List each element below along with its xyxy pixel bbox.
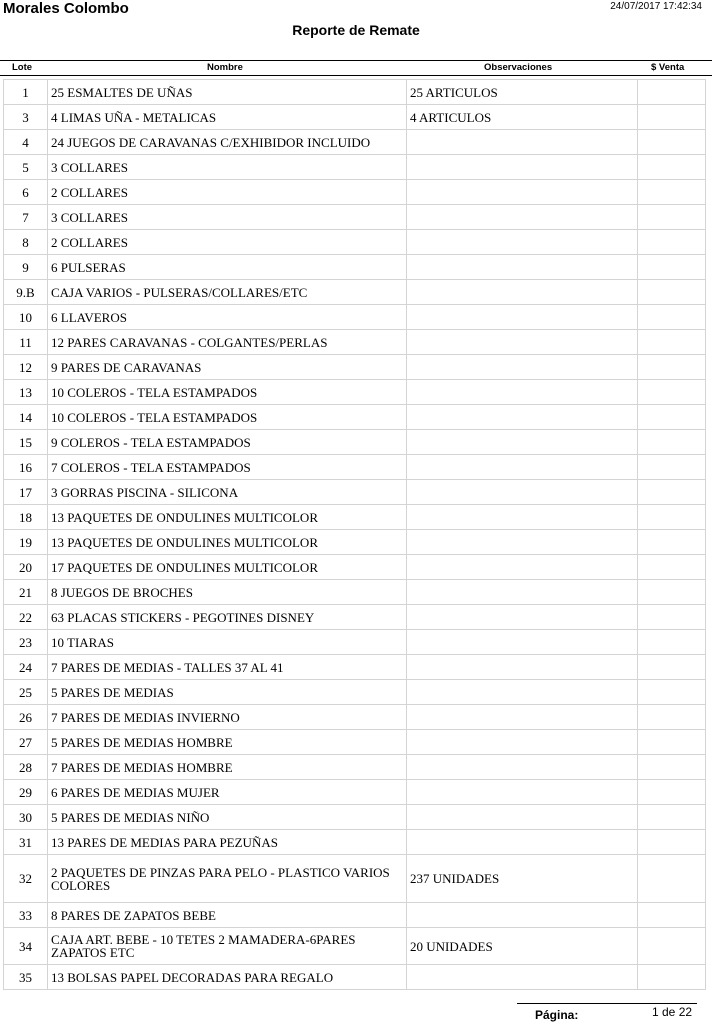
table-row <box>4 180 706 205</box>
lote-cell: 7 <box>4 205 48 230</box>
nombre-cell: 7 PARES DE MEDIAS INVIERNO <box>48 705 407 730</box>
observaciones-cell <box>407 455 638 480</box>
venta-cell <box>638 305 706 330</box>
table-row <box>4 130 706 155</box>
venta-cell <box>638 630 706 655</box>
venta-cell <box>638 180 706 205</box>
observaciones-cell <box>407 780 638 805</box>
table-row <box>4 755 706 780</box>
column-header-venta: $ Venta <box>651 62 685 73</box>
nombre-cell: 2 COLLARES <box>48 180 407 205</box>
lote-cell: 34 <box>4 928 48 965</box>
nombre-cell: 2 PAQUETES DE PINZAS PARA PELO - PLASTICO VARIOS COLORES <box>48 855 407 903</box>
venta-cell <box>638 805 706 830</box>
observaciones-cell <box>407 530 638 555</box>
lote-cell: 25 <box>4 680 48 705</box>
venta-cell <box>638 580 706 605</box>
venta-cell <box>638 205 706 230</box>
table-row <box>4 305 706 330</box>
observaciones-cell <box>407 730 638 755</box>
venta-cell <box>638 355 706 380</box>
table-row <box>4 730 706 755</box>
table-row <box>4 530 706 555</box>
observaciones-cell <box>407 755 638 780</box>
observaciones-cell <box>407 355 638 380</box>
lote-cell: 20 <box>4 555 48 580</box>
observaciones-cell <box>407 555 638 580</box>
lote-cell: 13 <box>4 380 48 405</box>
venta-cell <box>638 705 706 730</box>
observaciones-cell <box>407 680 638 705</box>
lote-cell: 12 <box>4 355 48 380</box>
table-row <box>4 505 706 530</box>
table-row <box>4 903 706 928</box>
nombre-cell: 5 PARES DE MEDIAS NIÑO <box>48 805 407 830</box>
nombre-cell: 3 COLLARES <box>48 155 407 180</box>
auction-table <box>3 79 706 990</box>
table-row <box>4 255 706 280</box>
observaciones-cell <box>407 705 638 730</box>
observaciones-cell: 237 UNIDADES <box>407 855 638 903</box>
lote-cell: 5 <box>4 155 48 180</box>
nombre-cell: 7 COLEROS - TELA ESTAMPADOS <box>48 455 407 480</box>
venta-cell <box>638 230 706 255</box>
lote-cell: 23 <box>4 630 48 655</box>
nombre-cell: 9 PARES DE CARAVANAS <box>48 355 407 380</box>
venta-cell <box>638 380 706 405</box>
column-header-nombre: Nombre <box>207 62 243 73</box>
lote-cell: 21 <box>4 580 48 605</box>
table-row <box>4 205 706 230</box>
venta-cell <box>638 480 706 505</box>
table-row <box>4 355 706 380</box>
auction-table-body <box>4 80 706 990</box>
observaciones-cell <box>407 180 638 205</box>
table-row <box>4 80 706 105</box>
venta-cell <box>638 405 706 430</box>
nombre-cell: 12 PARES CARAVANAS - COLGANTES/PERLAS <box>48 330 407 355</box>
observaciones-cell: 20 UNIDADES <box>407 928 638 965</box>
lote-cell: 11 <box>4 330 48 355</box>
table-row <box>4 455 706 480</box>
observaciones-cell <box>407 330 638 355</box>
venta-cell <box>638 730 706 755</box>
venta-cell <box>638 130 706 155</box>
table-row <box>4 380 706 405</box>
lote-cell: 22 <box>4 605 48 630</box>
observaciones-cell <box>407 255 638 280</box>
venta-cell <box>638 780 706 805</box>
nombre-cell: 6 PARES DE MEDIAS MUJER <box>48 780 407 805</box>
header-rule <box>0 60 712 61</box>
table-row <box>4 855 706 903</box>
nombre-cell: 9 COLEROS - TELA ESTAMPADOS <box>48 430 407 455</box>
lote-cell: 1 <box>4 80 48 105</box>
lote-cell: 4 <box>4 130 48 155</box>
nombre-cell: 3 GORRAS PISCINA - SILICONA <box>48 480 407 505</box>
observaciones-cell <box>407 830 638 855</box>
lote-cell: 18 <box>4 505 48 530</box>
table-row <box>4 830 706 855</box>
venta-cell <box>638 965 706 990</box>
report-title: Reporte de Remate <box>292 22 420 38</box>
venta-cell <box>638 928 706 965</box>
venta-cell <box>638 430 706 455</box>
table-row <box>4 655 706 680</box>
observaciones-cell <box>407 630 638 655</box>
table-row <box>4 580 706 605</box>
observaciones-cell <box>407 155 638 180</box>
observaciones-cell: 4 ARTICULOS <box>407 105 638 130</box>
venta-cell <box>638 755 706 780</box>
lote-cell: 30 <box>4 805 48 830</box>
page-label: Página: <box>535 1008 579 1022</box>
nombre-cell: 4 LIMAS UÑA - METALICAS <box>48 105 407 130</box>
report-datetime: 24/07/2017 17:42:34 <box>610 1 702 12</box>
observaciones-cell <box>407 580 638 605</box>
nombre-cell: 63 PLACAS STICKERS - PEGOTINES DISNEY <box>48 605 407 630</box>
table-row <box>4 330 706 355</box>
nombre-cell: 5 PARES DE MEDIAS <box>48 680 407 705</box>
lote-cell: 33 <box>4 903 48 928</box>
table-row <box>4 630 706 655</box>
nombre-cell: 10 COLEROS - TELA ESTAMPADOS <box>48 380 407 405</box>
observaciones-cell <box>407 130 638 155</box>
observaciones-cell <box>407 405 638 430</box>
lote-cell: 32 <box>4 855 48 903</box>
lote-cell: 24 <box>4 655 48 680</box>
table-row <box>4 605 706 630</box>
nombre-cell: 3 COLLARES <box>48 205 407 230</box>
nombre-cell: CAJA VARIOS - PULSERAS/COLLARES/ETC <box>48 280 407 305</box>
table-row <box>4 965 706 990</box>
lote-cell: 27 <box>4 730 48 755</box>
table-row <box>4 105 706 130</box>
venta-cell <box>638 280 706 305</box>
lote-cell: 15 <box>4 430 48 455</box>
observaciones-cell <box>407 480 638 505</box>
venta-cell <box>638 605 706 630</box>
venta-cell <box>638 555 706 580</box>
nombre-cell: 10 TIARAS <box>48 630 407 655</box>
venta-cell <box>638 505 706 530</box>
observaciones-cell <box>407 965 638 990</box>
nombre-cell: CAJA ART. BEBE - 10 TETES 2 MAMADERA-6PARES ZAPATOS ETC <box>48 928 407 965</box>
observaciones-cell <box>407 605 638 630</box>
observaciones-cell <box>407 903 638 928</box>
table-row <box>4 155 706 180</box>
lote-cell: 9.B <box>4 280 48 305</box>
nombre-cell: 7 PARES DE MEDIAS - TALLES 37 AL 41 <box>48 655 407 680</box>
nombre-cell: 10 COLEROS - TELA ESTAMPADOS <box>48 405 407 430</box>
observaciones-cell: 25 ARTICULOS <box>407 80 638 105</box>
venta-cell <box>638 105 706 130</box>
table-row <box>4 480 706 505</box>
observaciones-cell <box>407 280 638 305</box>
lote-cell: 3 <box>4 105 48 130</box>
company-name: Morales Colombo <box>3 0 129 17</box>
venta-cell <box>638 80 706 105</box>
observaciones-cell <box>407 205 638 230</box>
footer-rule <box>517 1003 697 1004</box>
column-header-rule <box>0 75 712 76</box>
table-row <box>4 928 706 965</box>
table-row <box>4 680 706 705</box>
observaciones-cell <box>407 655 638 680</box>
nombre-cell: 17 PAQUETES DE ONDULINES MULTICOLOR <box>48 555 407 580</box>
lote-cell: 6 <box>4 180 48 205</box>
observaciones-cell <box>407 430 638 455</box>
column-header-observaciones: Observaciones <box>484 62 553 73</box>
nombre-cell: 13 PAQUETES DE ONDULINES MULTICOLOR <box>48 505 407 530</box>
nombre-cell: 13 PAQUETES DE ONDULINES MULTICOLOR <box>48 530 407 555</box>
nombre-cell: 7 PARES DE MEDIAS HOMBRE <box>48 755 407 780</box>
venta-cell <box>638 830 706 855</box>
lote-cell: 19 <box>4 530 48 555</box>
observaciones-cell <box>407 380 638 405</box>
nombre-cell: 5 PARES DE MEDIAS HOMBRE <box>48 730 407 755</box>
table-row <box>4 705 706 730</box>
venta-cell <box>638 330 706 355</box>
venta-cell <box>638 655 706 680</box>
lote-cell: 14 <box>4 405 48 430</box>
nombre-cell: 8 JUEGOS DE BROCHES <box>48 580 407 605</box>
page-count: 1 de 22 <box>652 1005 693 1019</box>
lote-cell: 9 <box>4 255 48 280</box>
nombre-cell: 6 PULSERAS <box>48 255 407 280</box>
lote-cell: 29 <box>4 780 48 805</box>
lote-cell: 28 <box>4 755 48 780</box>
observaciones-cell <box>407 805 638 830</box>
table-row <box>4 230 706 255</box>
lote-cell: 35 <box>4 965 48 990</box>
table-row <box>4 555 706 580</box>
venta-cell <box>638 855 706 903</box>
observaciones-cell <box>407 230 638 255</box>
observaciones-cell <box>407 305 638 330</box>
venta-cell <box>638 455 706 480</box>
nombre-cell: 2 COLLARES <box>48 230 407 255</box>
nombre-cell: 6 LLAVEROS <box>48 305 407 330</box>
venta-cell <box>638 903 706 928</box>
venta-cell <box>638 155 706 180</box>
table-row <box>4 430 706 455</box>
venta-cell <box>638 680 706 705</box>
nombre-cell: 13 PARES DE MEDIAS PARA PEZUÑAS <box>48 830 407 855</box>
lote-cell: 10 <box>4 305 48 330</box>
column-header-lote: Lote <box>12 62 33 73</box>
table-row <box>4 405 706 430</box>
venta-cell <box>638 255 706 280</box>
lote-cell: 31 <box>4 830 48 855</box>
nombre-cell: 8 PARES DE ZAPATOS BEBE <box>48 903 407 928</box>
lote-cell: 17 <box>4 480 48 505</box>
nombre-cell: 25 ESMALTES DE UÑAS <box>48 80 407 105</box>
venta-cell <box>638 530 706 555</box>
lote-cell: 26 <box>4 705 48 730</box>
table-row <box>4 280 706 305</box>
table-row <box>4 805 706 830</box>
lote-cell: 8 <box>4 230 48 255</box>
observaciones-cell <box>407 505 638 530</box>
lote-cell: 16 <box>4 455 48 480</box>
nombre-cell: 24 JUEGOS DE CARAVANAS C/EXHIBIDOR INCLUIDO <box>48 130 407 155</box>
nombre-cell: 13 BOLSAS PAPEL DECORADAS PARA REGALO <box>48 965 407 990</box>
table-row <box>4 780 706 805</box>
